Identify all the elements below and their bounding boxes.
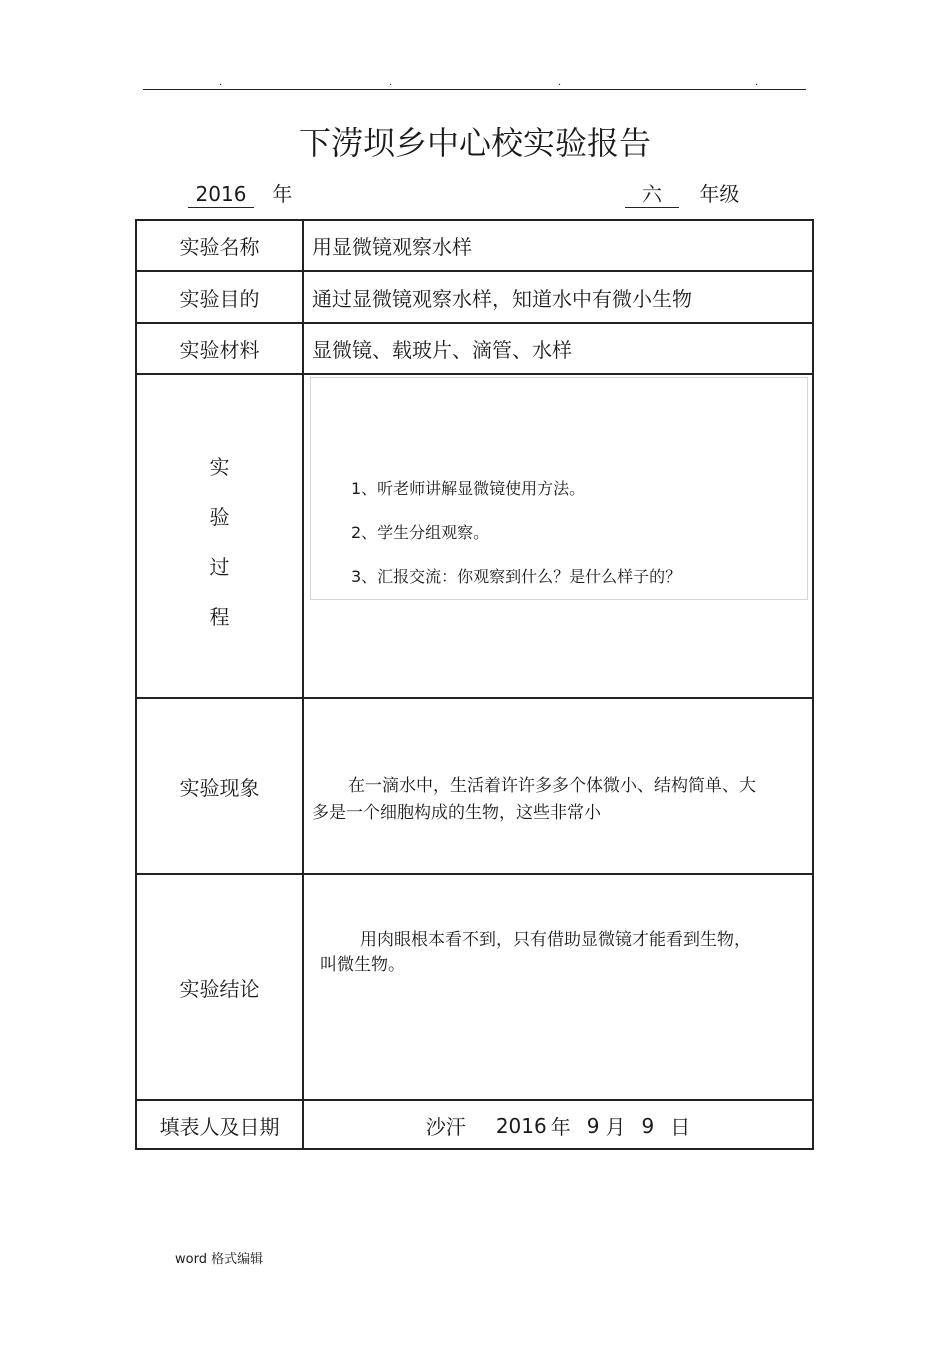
process-step: 2、学生分组观察。 [351,523,490,542]
header-rule [143,89,806,90]
process-label [137,447,302,637]
date-year-unit: 年 [550,1115,571,1139]
materials-label: 实验材料 [179,338,260,362]
filler-label: 填表人及日期 [159,1115,280,1139]
process-steps-box [310,377,808,600]
process-label-char: 过 [209,555,230,579]
year-value: 2016 [188,181,254,208]
conclusion-label: 实验结论 [179,976,260,1001]
year-line [188,180,292,208]
process-label-char: 验 [209,505,230,529]
header-dot: . [558,77,562,88]
phenomenon-label: 实验现象 [179,775,260,800]
grade-label: 年级 [699,182,740,206]
purpose-label: 实验目的 [179,286,260,311]
materials-value: 显微镜、载玻片、滴管、水样 [312,338,572,362]
date-day-unit: 日 [670,1115,691,1139]
name-label: 实验名称 [179,235,260,259]
header-dot: . [755,77,759,88]
date-month-unit: 月 [605,1115,626,1139]
column-divider [302,221,304,1148]
phenomenon-line: 多是一个细胞构成的生物，这些非常小 [312,803,601,823]
header-dot: . [219,77,223,88]
purpose-value: 通过显微镜观察水样，知道水中有微小生物 [312,286,692,311]
report-title: 下涝坝乡中心校实验报告 [298,124,651,162]
process-step: 3、汇报交流：你观察到什么？是什么样子的？ [351,567,682,586]
report-table [135,219,814,1150]
date-year: 2016 [495,1113,547,1138]
date-day: 9 [641,1113,655,1138]
header-dot: . [389,77,393,88]
process-label-char: 程 [209,605,230,629]
phenomenon-line: 在一滴水中，生活着许许多多个体微小、结构简单、大 [348,776,756,796]
process-label-char: 实 [209,455,230,479]
filler-value [304,1101,812,1150]
grade-value: 六 [625,181,679,208]
name-value: 用显微镜观察水样 [312,235,472,259]
footer-note: word 格式编辑 [175,1252,264,1267]
conclusion-line: 叫微生物。 [320,955,405,975]
year-label: 年 [272,182,293,206]
process-step: 1、听老师讲解显微镜使用方法。 [351,479,586,498]
grade-line [625,180,739,208]
row-divider [137,373,812,375]
date-month: 9 [586,1113,600,1138]
conclusion-line: 用肉眼根本看不到，只有借助显微镜才能看到生物， [360,930,751,950]
filler-name: 沙汗 [425,1115,466,1139]
